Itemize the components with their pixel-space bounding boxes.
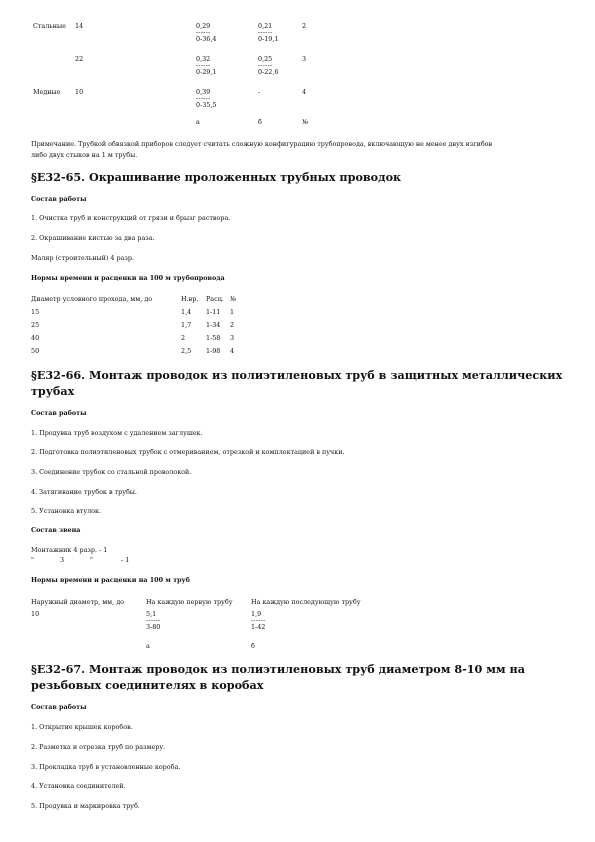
cell-diameter: 15 [31, 308, 40, 316]
fraction-bar: ------ [258, 29, 273, 36]
cell-rate: 1-34 [206, 321, 221, 329]
cell-diameter: 50 [31, 347, 40, 355]
header-first-pipe: На каждую первую трубу [146, 598, 233, 606]
row-number-cell: 2 [302, 22, 307, 30]
material-cell: Стальные [33, 22, 66, 30]
cell-time: 1,7 [181, 321, 192, 329]
work-step: 1. Очистка труб и конструкций от грязи и брызг раствора. [31, 214, 231, 222]
section-heading-continuation: трубах [31, 384, 75, 398]
work-step: 3. Соединение трубок со стальной проволокой. [31, 468, 192, 476]
column-label-a: а [146, 642, 150, 650]
fraction-cell [196, 55, 232, 76]
composition-label: Состав работы [31, 703, 87, 711]
work-step: 4. Установка соединителей. [31, 782, 126, 790]
cell-time: 2 [181, 334, 186, 342]
fraction-numerator: 0,21 [258, 22, 273, 30]
cell-time: 1,4 [181, 308, 192, 316]
value-cell: - [258, 88, 261, 96]
header-diameter: Наружный диаметр, мм, до [31, 598, 124, 606]
cell-number: 2 [230, 321, 235, 329]
cell-rate: 1-11 [206, 308, 221, 316]
note-line: либо двух стыков на 1 м трубы. [31, 151, 138, 159]
work-step: 1. Открытие крышек коробов. [31, 723, 133, 731]
crew-line: Маляр (строительный) 4 разр. [31, 254, 134, 262]
work-step: 4. Затягивание трубок в трубы. [31, 488, 137, 496]
fraction-cell [146, 610, 182, 631]
fraction-numerator: 5,1 [146, 610, 157, 618]
cell-number: 4 [230, 347, 235, 355]
norms-title: Нормы времени и расценки на 100 м труб [31, 576, 190, 584]
fraction-bar: ------ [196, 29, 211, 36]
fraction-bar: ------ [251, 617, 266, 624]
header-number: № [230, 295, 237, 303]
fraction-denominator: 0-29,1 [196, 68, 217, 76]
work-step: 5. Установка втулок. [31, 507, 102, 515]
header-time: Н.вр. [181, 295, 199, 303]
fraction-denominator: 0-19,1 [258, 35, 279, 43]
fraction-cell [196, 88, 232, 109]
fraction-denominator: 1-42 [251, 623, 266, 631]
fraction-numerator: 1,9 [251, 610, 262, 618]
section-heading-continuation: резьбовых соединителях в коробах [31, 678, 264, 692]
header-rate: Расц. [206, 295, 224, 303]
work-step: 3. Прокладка труб в установленные короба. [31, 763, 181, 771]
cell-diameter: 10 [31, 610, 40, 618]
cell-time: 2,5 [181, 347, 192, 355]
fraction-numerator: 0,29 [196, 22, 211, 30]
cell-diameter: 25 [31, 321, 40, 329]
fraction-bar: ------ [258, 62, 273, 69]
crew-line: Монтажник 4 разр. - 1 [31, 546, 108, 554]
fraction-bar: ------ [196, 62, 211, 69]
column-label-number: № [302, 118, 309, 126]
diameter-cell: 22 [75, 55, 84, 63]
norms-title: Нормы времени и расценки на 100 м трубопровода [31, 274, 225, 282]
row-number-cell: 3 [302, 55, 307, 63]
column-label-a: а [196, 118, 200, 126]
column-label-b: б [251, 642, 255, 650]
fraction-denominator: 0-35,5 [196, 101, 217, 109]
cell-rate: 1-98 [206, 347, 221, 355]
fraction-denominator: 3-80 [146, 623, 161, 631]
section-heading: §Е32-67. Монтаж проводок из полиэтиленовых труб диаметром 8-10 мм на [31, 662, 525, 676]
fraction-cell [258, 55, 294, 76]
composition-label: Состав работы [31, 195, 87, 203]
cell-number: 1 [230, 308, 235, 316]
cell-number: 3 [230, 334, 235, 342]
cell-rate: 1-58 [206, 334, 221, 342]
ditto-mark: " [31, 556, 34, 564]
ditto-mark: " [90, 556, 93, 564]
work-step: 1. Продувка труб воздухом с удалением заглушек. [31, 429, 203, 437]
crew-label: Состав звена [31, 526, 81, 534]
fraction-cell [196, 22, 232, 43]
work-step: 2. Разметка и отрезка труб по размеру. [31, 743, 166, 751]
section-heading: §Е32-66. Монтаж проводок из полиэтиленовых труб в защитных металлических [31, 368, 563, 382]
work-step: 5. Продувка и маркировка труб. [31, 802, 140, 810]
crew-grade: 3 [60, 556, 65, 564]
composition-label: Состав работы [31, 409, 87, 417]
work-step: 2. Окрашивание кистью за два раза. [31, 234, 155, 242]
fraction-cell [258, 22, 294, 43]
section-heading: §Е32-65. Окрашивание проложенных трубных проводок [31, 170, 402, 184]
work-step: 2. Подготовка полиэтиленовых трубок с отмериванием, отрезкой и комплектацией в пучки. [31, 448, 345, 456]
fraction-numerator: 0,32 [196, 55, 211, 63]
fraction-numerator: 0,39 [196, 88, 211, 96]
fraction-denominator: 0-22,6 [258, 68, 279, 76]
diameter-cell: 14 [75, 22, 84, 30]
crew-count: - 1 [121, 556, 130, 564]
fraction-bar: ------ [146, 617, 161, 624]
header-next-pipe: На каждую последующую трубу [251, 598, 361, 606]
note-line: Примечание. Трубкой обвязкой приборов следует считать сложную конфигурацию трубопровода, включающую не менее двух изгибов [31, 140, 493, 148]
fraction-numerator: 0,25 [258, 55, 273, 63]
column-label-b: б [258, 118, 262, 126]
cell-diameter: 40 [31, 334, 40, 342]
fraction-cell [251, 610, 287, 631]
fraction-denominator: 0-36,4 [196, 35, 217, 43]
diameter-cell: 10 [75, 88, 84, 96]
material-cell: Медные [33, 88, 61, 96]
header-diameter: Диаметр условного прохода, мм, до [31, 295, 153, 303]
row-number-cell: 4 [302, 88, 307, 96]
fraction-bar: ------ [196, 95, 211, 102]
